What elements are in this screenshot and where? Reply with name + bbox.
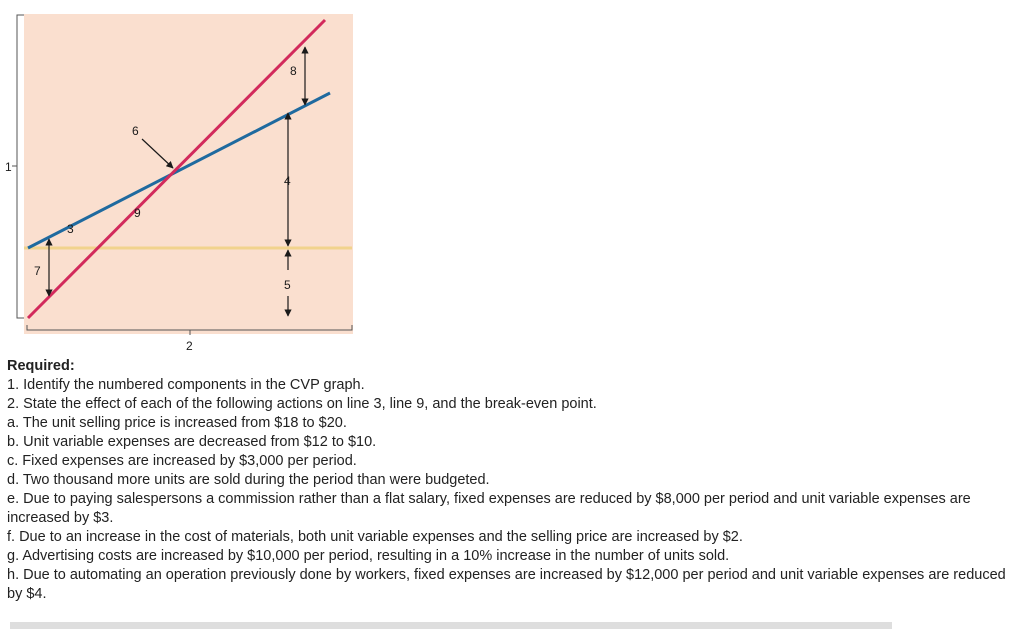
item-f: f. Due to an increase in the cost of materials, both unit variable expenses and the selling price are increased by $2. bbox=[7, 529, 743, 545]
label-4: 4 bbox=[284, 174, 291, 188]
item-c: c. Fixed expenses are increased by $3,000 per period. bbox=[7, 453, 357, 469]
item-a: a. The unit selling price is increased from $18 to $20. bbox=[7, 415, 347, 431]
plot-area bbox=[24, 14, 353, 334]
question-2: 2. State the effect of each of the following actions on line 3, line 9, and the break-even point. bbox=[7, 396, 597, 412]
label-3: 3 bbox=[67, 222, 74, 236]
item-h: h. Due to automating an operation previously done by workers, fixed expenses are increased by $12,000 per period and unit variable expenses are reduced by $4. bbox=[7, 567, 1006, 602]
item-d: d. Two thousand more units are sold during the period than were budgeted. bbox=[7, 472, 490, 488]
problem-text bbox=[7, 357, 1017, 604]
horizontal-scrollbar[interactable] bbox=[10, 622, 892, 629]
required-heading: Required: bbox=[7, 358, 75, 374]
item-e: e. Due to paying salespersons a commission rather than a flat salary, fixed expenses are reduced by $8,000 per period and unit variable expenses are increased by $3. bbox=[7, 491, 971, 526]
item-g: g. Advertising costs are increased by $10,000 per period, resulting in a 10% increase in the number of units sold. bbox=[7, 548, 730, 564]
label-1: 1 bbox=[5, 160, 12, 174]
label-6: 6 bbox=[132, 124, 139, 138]
label-7: 7 bbox=[34, 264, 41, 278]
question-1: 1. Identify the numbered components in the CVP graph. bbox=[7, 377, 365, 393]
item-b: b. Unit variable expenses are decreased from $12 to $10. bbox=[7, 434, 377, 450]
label-9: 9 bbox=[134, 206, 141, 220]
label-5: 5 bbox=[284, 278, 291, 292]
label-2: 2 bbox=[186, 339, 193, 353]
label-8: 8 bbox=[290, 64, 297, 78]
cvp-graph bbox=[0, 0, 370, 360]
y-axis-bracket bbox=[17, 15, 24, 318]
